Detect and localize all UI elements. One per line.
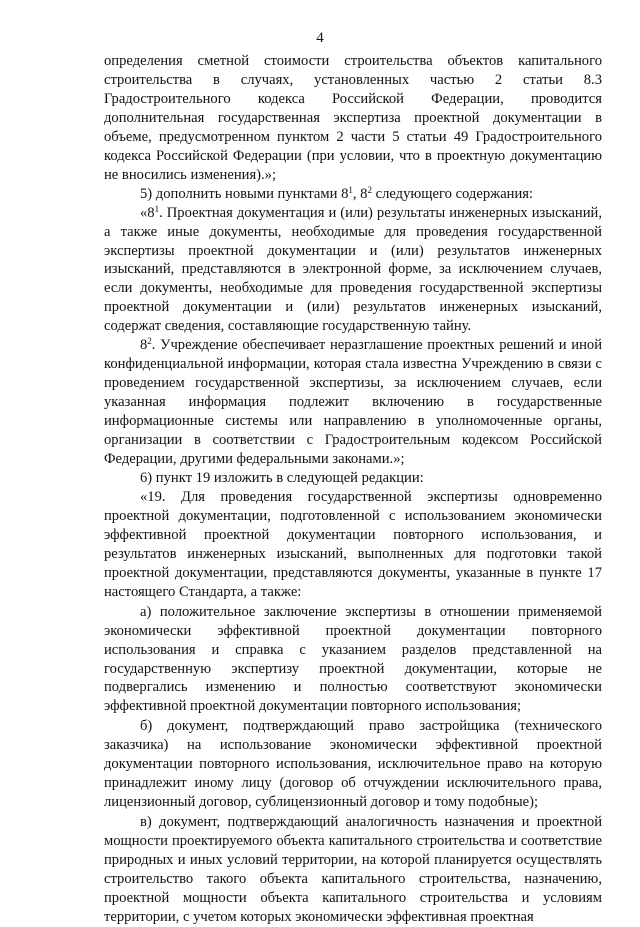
document-body [104, 52, 602, 927]
paragraph-item-5-text-c: следующего содержания: [371, 185, 534, 202]
paragraph-point-8-1 [104, 204, 602, 337]
paragraph-subitem-b: б) документ, подтверждающий право застройщика (технического заказчика) на использование экономически эффективной проектной документации повторного использования, исключительное право на которую принадлежит иному лицу (договор об отчуждении исключительного права, лицензионный договор, сублицензионный договор и тому подобные); [104, 718, 602, 811]
paragraph-item-5-text-b: , 8 [352, 185, 368, 202]
paragraph-point-8-2-text-a: 8 [140, 337, 148, 354]
paragraph-item-5 [104, 185, 602, 204]
paragraph-point-19: «19. Для проведения государственной экспертизы одновременно проектной документации, подготовленной с использованием экономически эффективной проектной документации повторного использования, и результатов инженерных изысканий, выполненных для подготовки такой проектной документации, представляются документы, указанные в пункте 17 настоящего Стандарта, а также: [104, 488, 602, 600]
paragraph-subitem-a: а) положительное заключение экспертизы в отношении применяемой экономически эффективной проектной документации повторного использования и справка с указанием разделов представленной на государственную экспертизу проектной документации, которые не подвергались изменению и полностью соответствуют экономически эффективной проектной документации повторного использования; [104, 603, 602, 715]
paragraph-subitem-v: в) документ, подтверждающий аналогичность назначения и проектной мощности проектируемого объекта капитального строительства и соответствие природных и иных условий территории, на которой планируется осуществлять строительство такого объекта капитального строительства, назначению, проектной мощности объекта капитального строительства и условиям территории, с учетом которых экономически эффективная проектная [104, 814, 602, 925]
paragraph-point-8-1-text-b: . Проектная документация и (или) результаты инженерных изысканий, а также иные документы, необходимые для проведения государственной экспертизы проектной документации и (или) результатов инженерных изысканий, представляются в электронной форме, за исключением случаев, если документы, необходимые для проведения государственной экспертизы проектной документации и (или) результатов инженерных изысканий, содержат сведения, составляющие государственную тайну. [104, 204, 602, 335]
paragraph-point-8-2 [104, 336, 602, 469]
paragraph-item-5-text-a: 5) дополнить новыми пунктами 8 [140, 185, 349, 202]
paragraph-point-8-2-text-b: . Учреждение обеспечивает неразглашение проектных решений и иной конфиденциальной информации, которая стала известна Учреждению в связи с проведением государственной экспертизы, за исключением случаев, если указанная информация подлежит включению в государственные информационные системы или направлению в уполномоченные органы, организации в соответствии с Градостроительным кодексом Российской Федерации, другими федеральными законами.»; [104, 337, 602, 468]
superscript: 2 [147, 336, 152, 347]
superscript: 2 [367, 184, 372, 195]
superscript: 1 [348, 184, 353, 195]
page-number: 4 [316, 30, 324, 46]
paragraph-point-8-1-text-a: «8 [140, 204, 155, 221]
paragraph-item-6: 6) пункт 19 изложить в следующей редакции: [140, 469, 424, 486]
superscript: 1 [154, 203, 160, 214]
paragraph-continuation: определения сметной стоимости строительства объектов капитального строительства в случаях, установленных частью 2 статьи 8.3 Градостроительного кодекса Российской Федерации, проводится дополнительная государственная экспертиза проектной документации в объеме, предусмотренном пунктом 2 части 5 статьи 49 Градостроительного кодекса Российской Федерации (при условии, что в проектную документацию не вносились изменения).»; [104, 53, 602, 183]
